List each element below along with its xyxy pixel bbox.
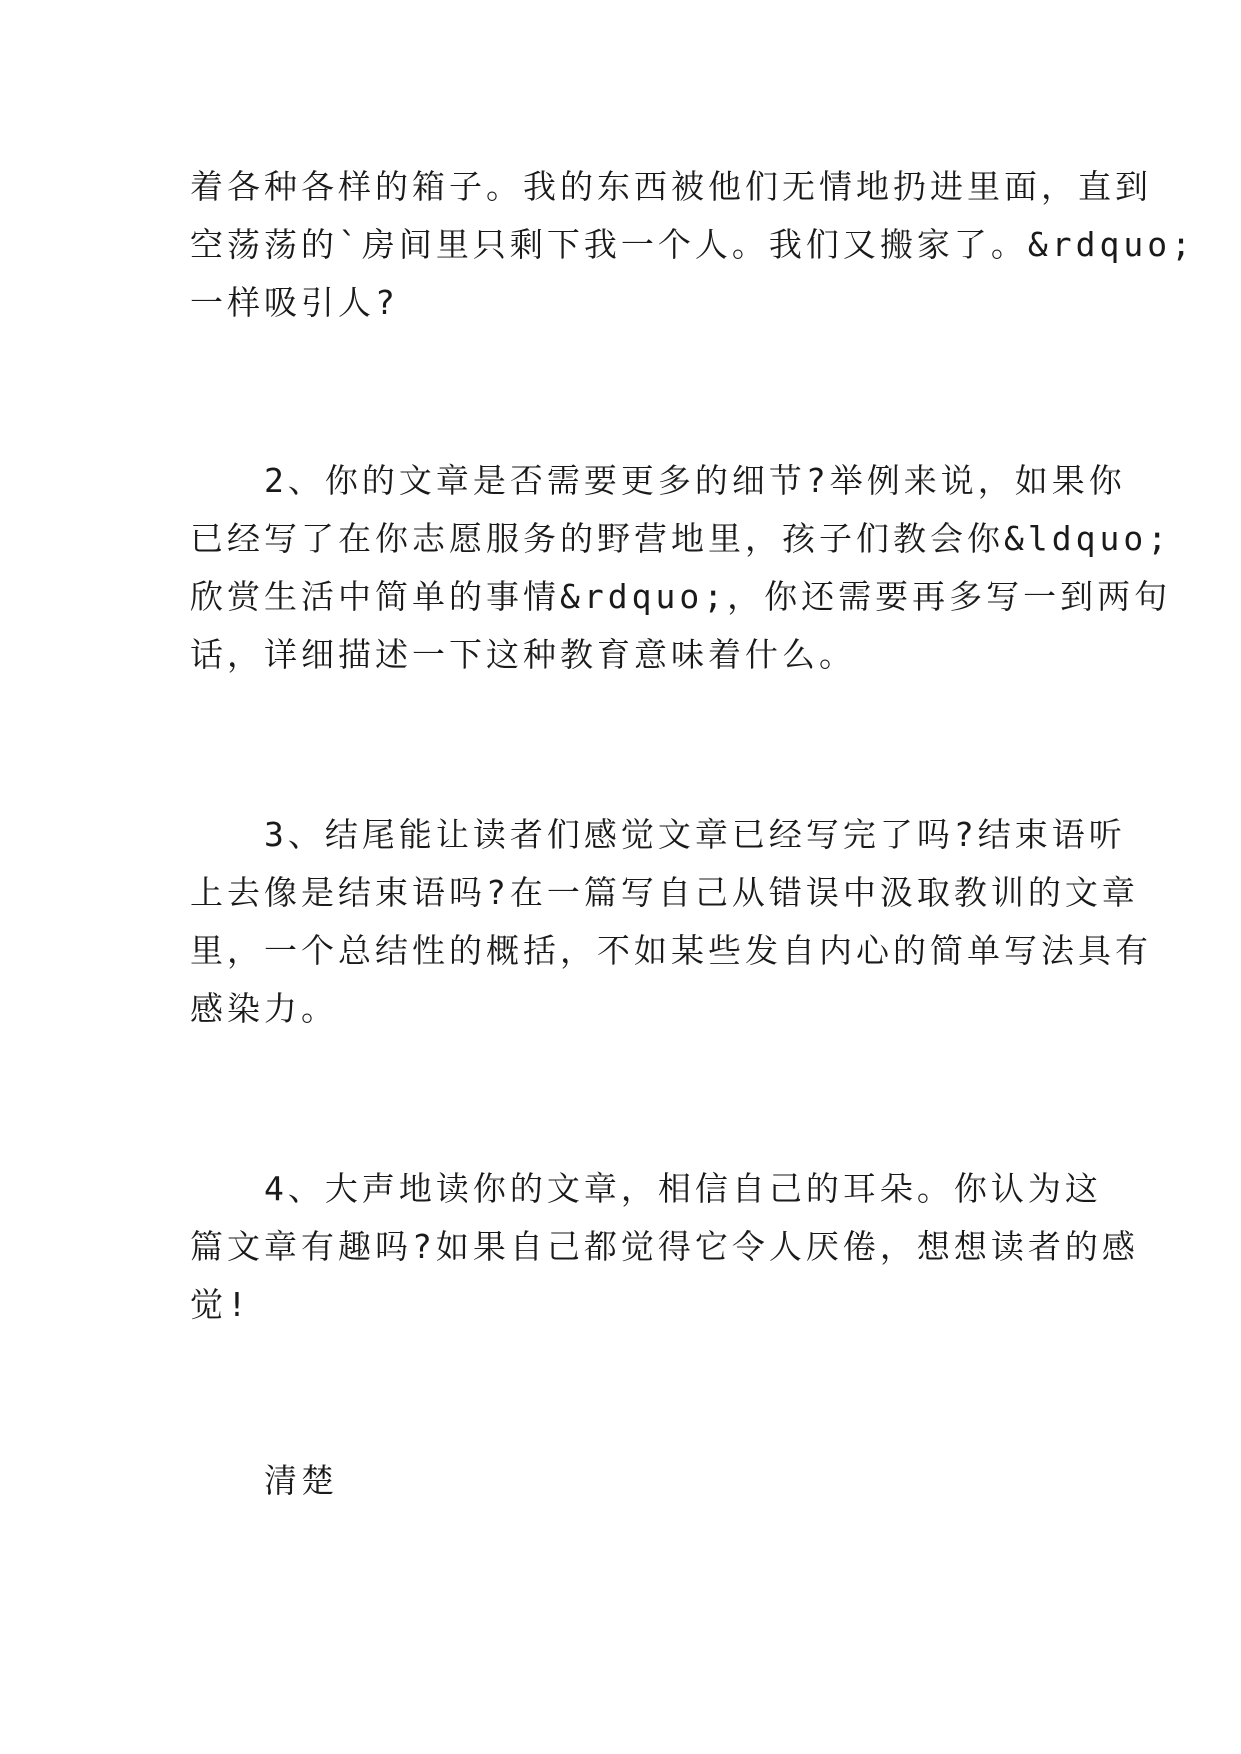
text-line: 觉!	[190, 1285, 251, 1324]
text-line: 里，一个总结性的概括，不如某些发自内心的简单写法具有	[190, 931, 1152, 970]
text-line: 篇文章有趣吗?如果自己都觉得它令人厌倦，想想读者的感	[190, 1227, 1139, 1266]
text-line: 上去像是结束语吗?在一篇写自己从错误中汲取教训的文章	[190, 873, 1139, 912]
text-line: 空荡荡的`房间里只剩下我一个人。我们又搬家了。&rdquo;	[190, 225, 1195, 264]
paragraph-4	[190, 1160, 1139, 1334]
text-line: 一样吸引人?	[190, 283, 399, 322]
text-line: 欣赏生活中简单的事情&rdquo;，你还需要再多写一到两句	[190, 577, 1172, 616]
text-line: 已经写了在你志愿服务的野营地里，孩子们教会你&ldquo;	[190, 519, 1172, 558]
text-line: 话，详细描述一下这种教育意味着什么。	[190, 635, 856, 674]
paragraph-1	[190, 158, 1195, 332]
paragraph-2	[190, 452, 1172, 684]
text-line: 3、结尾能让读者们感觉文章已经写完了吗?结束语听	[190, 815, 1126, 854]
text-line: 2、你的文章是否需要更多的细节?举例来说，如果你	[190, 461, 1126, 500]
paragraph-3	[190, 806, 1152, 1038]
text-line: 感染力。	[190, 989, 338, 1028]
text-line: 4、大声地读你的文章，相信自己的耳朵。你认为这	[190, 1169, 1102, 1208]
text-line: 着各种各样的箱子。我的东西被他们无情地扔进里面，直到	[190, 167, 1152, 206]
text-line: 清楚	[190, 1461, 338, 1500]
paragraph-5	[190, 1452, 1060, 1510]
